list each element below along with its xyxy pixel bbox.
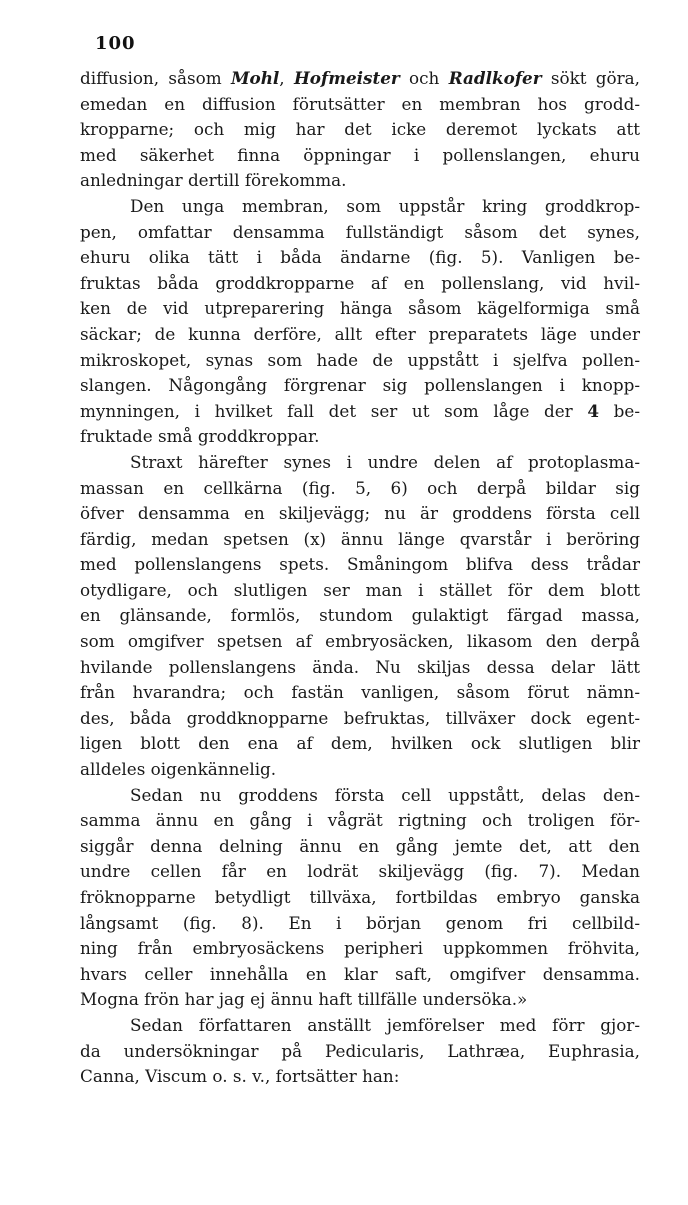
text-line bbox=[80, 757, 640, 783]
text-line bbox=[80, 143, 640, 169]
text-line bbox=[80, 936, 640, 962]
text-segment: fröknopparne betydligt tillväxa, fortbildas embryo ganska bbox=[80, 887, 640, 907]
text-segment: slangen. Någongång förgrenar sig pollenslangen i knopp- bbox=[80, 375, 640, 396]
text-segment: otydligare, och slutligen ser man i stället för dem blott bbox=[80, 579, 640, 600]
text-segment: emedan en diffusion förutsätter en membran hos grodd- bbox=[80, 93, 640, 114]
text-line bbox=[80, 706, 640, 732]
text-line bbox=[80, 859, 640, 885]
text-segment: som omgifver spetsen af embryosäcken, likasom den derpå bbox=[80, 631, 640, 652]
text-line bbox=[80, 885, 640, 911]
body-text bbox=[80, 66, 640, 1090]
text-segment: diffusion, såsom bbox=[80, 68, 231, 88]
text-segment: färdig, medan spetsen (x) ännu länge qvarstår i beröring bbox=[80, 528, 640, 549]
italic-name: Mohl bbox=[230, 68, 280, 88]
text-line bbox=[80, 1064, 640, 1090]
text-segment: mynningen, i hvilket fall det ser ut som låge der bbox=[80, 400, 588, 421]
text-segment: da undersökningar på Pedicularis, Lathræa, Euphrasia, bbox=[80, 1040, 640, 1061]
italic-name: Hofmeister bbox=[293, 68, 400, 88]
text-segment: från hvarandra; och fastän vanligen, såsom förut nämn- bbox=[80, 682, 640, 703]
text-line bbox=[80, 987, 640, 1013]
text-segment: Canna, Viscum o. s. v., fortsätter han: bbox=[80, 1066, 400, 1087]
text-line bbox=[80, 476, 640, 502]
text-segment: des, båda groddknopparne befruktas, tillväxer dock egent- bbox=[80, 707, 640, 728]
text-line bbox=[80, 296, 640, 322]
text-line bbox=[80, 552, 640, 578]
text-segment: , bbox=[279, 68, 294, 88]
text-segment: med säkerhet finna öppningar i pollenslangen, ehuru bbox=[80, 144, 640, 165]
text-segment: be- bbox=[599, 400, 640, 421]
text-line bbox=[80, 808, 640, 834]
text-segment: långsamt (fig. 8). En i början genom fri cellbild- bbox=[80, 912, 640, 933]
text-line bbox=[80, 680, 640, 706]
text-segment: öfver densamma en skiljevägg; nu är groddens första cell bbox=[80, 503, 640, 524]
text-line bbox=[80, 271, 640, 297]
text-line bbox=[80, 1039, 640, 1065]
text-segment: säckar; de kunna derföre, allt efter preparatets läge under bbox=[80, 323, 640, 344]
bold-numeral: 4 bbox=[587, 400, 600, 421]
text-line bbox=[80, 501, 640, 527]
text-segment: undre cellen får en lodrät skiljevägg (fig. 7). Medan bbox=[80, 861, 640, 882]
text-line bbox=[80, 527, 640, 553]
page-number: 100 bbox=[95, 33, 136, 54]
text-segment: fruktas båda groddkropparne af en pollenslang, vid hvil- bbox=[80, 272, 640, 293]
text-line bbox=[80, 629, 640, 655]
text-line bbox=[80, 66, 640, 92]
text-line bbox=[80, 731, 640, 757]
text-segment: fruktade små groddkroppar. bbox=[80, 426, 320, 447]
text-segment: ken de vid utpreparering hänga såsom kägelformiga små bbox=[80, 298, 640, 319]
text-line bbox=[80, 655, 640, 681]
text-line bbox=[80, 220, 640, 246]
italic-name: Radlkofer bbox=[448, 68, 542, 88]
text-segment: kropparne; och mig har det icke deremot lyckats att bbox=[80, 119, 640, 140]
text-segment: och bbox=[399, 68, 449, 88]
text-segment: Mogna frön har jag ej ännu haft tillfälle undersöka.» bbox=[80, 989, 528, 1010]
text-line bbox=[80, 578, 640, 604]
paragraph-first-line bbox=[80, 450, 640, 476]
text-segment: Sedan nu groddens första cell uppstått, delas den- bbox=[130, 784, 640, 805]
text-segment: samma ännu en gång i vågrät rigtning och troligen för- bbox=[80, 810, 640, 831]
text-line bbox=[80, 322, 640, 348]
text-line bbox=[80, 245, 640, 271]
text-segment: Sedan författaren anställt jemförelser med förr gjor- bbox=[130, 1014, 640, 1035]
paragraph-first-line bbox=[80, 194, 640, 220]
text-line bbox=[80, 373, 640, 399]
text-segment: pen, omfattar densamma fullständigt såsom det synes, bbox=[80, 221, 640, 242]
text-segment: Den unga membran, som uppstår kring groddkrop- bbox=[130, 195, 640, 216]
text-line bbox=[80, 911, 640, 937]
text-segment: med pollenslangens spets. Småningom blifva dess trådar bbox=[80, 554, 640, 575]
text-segment: ehuru olika tätt i båda ändarne (fig. 5). Vanligen be- bbox=[80, 247, 640, 268]
paragraph-first-line bbox=[80, 783, 640, 809]
text-line bbox=[80, 92, 640, 118]
text-segment: en glänsande, formlös, stundom gulaktigt färgad massa, bbox=[80, 605, 640, 626]
text-segment: hvilande pollenslangens ända. Nu skiljas dessa delar lätt bbox=[80, 656, 640, 677]
text-segment: Straxt härefter synes i undre delen af protoplasma- bbox=[130, 451, 640, 472]
text-line bbox=[80, 117, 640, 143]
text-segment: hvars celler innehålla en klar saft, omgifver densamma. bbox=[80, 963, 640, 984]
text-line bbox=[80, 399, 640, 425]
text-line bbox=[80, 424, 640, 450]
text-line bbox=[80, 168, 640, 194]
text-line bbox=[80, 348, 640, 374]
text-line bbox=[80, 962, 640, 988]
text-segment: anledningar dertill förekomma. bbox=[80, 170, 347, 191]
text-line bbox=[80, 603, 640, 629]
text-segment: sökt göra, bbox=[541, 68, 641, 88]
text-segment: alldeles oigenkännelig. bbox=[80, 759, 277, 780]
text-segment: ning från embryosäckens peripheri uppkommen fröhvita, bbox=[80, 938, 640, 959]
text-segment: ligen blott den ena af dem, hvilken ock slutligen blir bbox=[80, 733, 640, 754]
paragraph-first-line bbox=[80, 1013, 640, 1039]
text-line bbox=[80, 834, 640, 860]
text-segment: massan en cellkärna (fig. 5, 6) och derpå bildar sig bbox=[80, 477, 640, 498]
text-segment: siggår denna delning ännu en gång jemte det, att den bbox=[80, 835, 640, 856]
text-segment: mikroskopet, synas som hade de uppstått i sjelfva pollen- bbox=[80, 349, 640, 370]
